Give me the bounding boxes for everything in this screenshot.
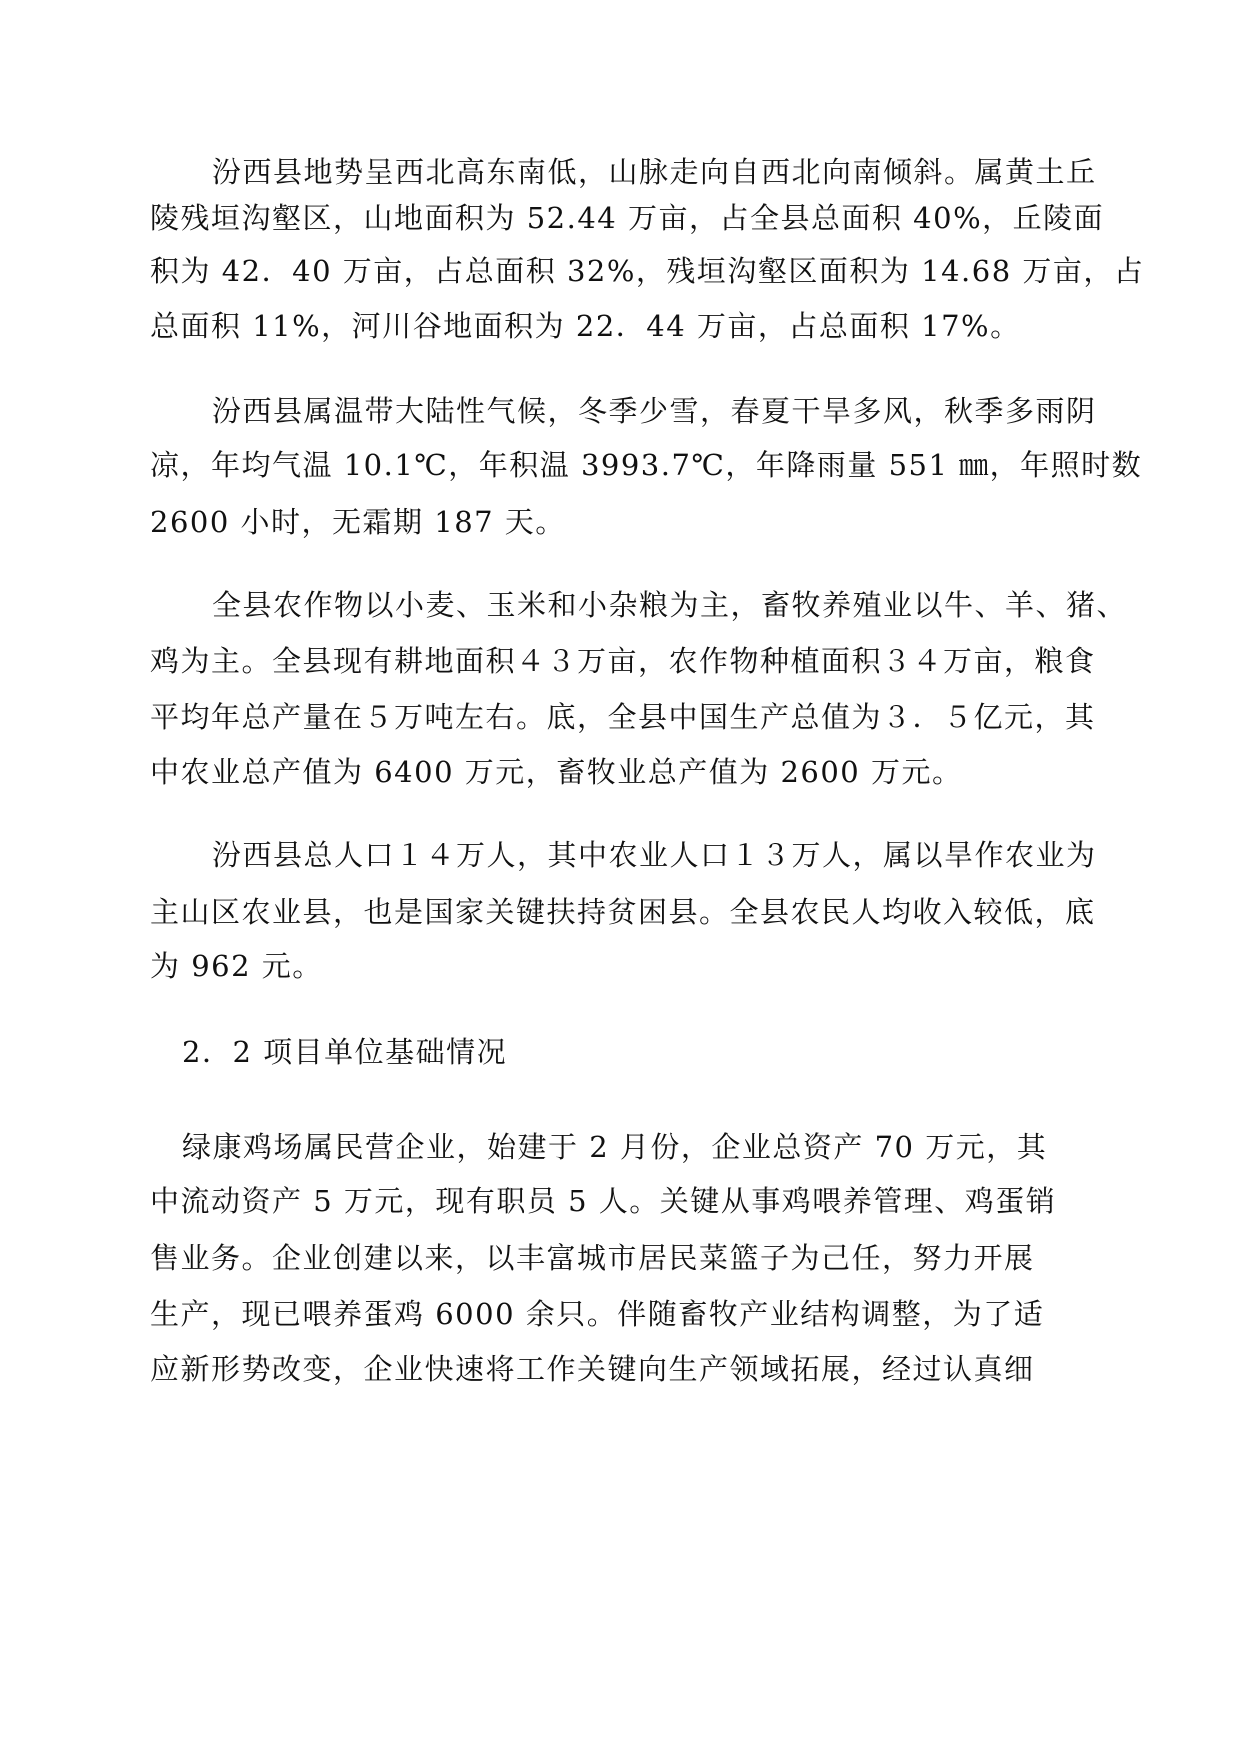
text-line: 售业务。企业创建以来，以丰富城市居民菜篮子为己任，努力开展: [150, 1241, 1035, 1275]
text-line: 汾西县总人口１４万人，其中农业人口１３万人，属以旱作农业为: [212, 838, 1097, 872]
text-line: 总面积 11%，河川谷地面积为 22．44 万亩，占总面积 17%。: [150, 309, 1021, 343]
text-line: 凉，年均气温 10.1℃，年积温 3993.7℃，年降雨量 551 ㎜，年照时数: [150, 448, 1143, 482]
text-line: 汾西县属温带大陆性气候，冬季少雪，春夏干旱多风，秋季多雨阴: [212, 394, 1097, 428]
text-line: 中流动资产 5 万元，现有职员 5 人。关键从事鸡喂养管理、鸡蛋销: [150, 1184, 1057, 1218]
text-line: 生产，现已喂养蛋鸡 6000 余只。伴随畜牧产业结构调整，为了适: [150, 1297, 1045, 1331]
text-line: 平均年总产量在５万吨左右。底，全县中国生产总值为３．５亿元，其: [150, 700, 1096, 734]
text-line: 应新形势改变，企业快速将工作关键向生产领域拓展，经过认真细: [150, 1352, 1035, 1386]
text-line: 2600 小时，无霜期 187 天。: [150, 505, 566, 539]
text-line: 汾西县地势呈西北高东南低，山脉走向自西北向南倾斜。属黄土丘: [212, 155, 1097, 189]
text-line: 陵残垣沟壑区，山地面积为 52.44 万亩，占全县总面积 40%，丘陵面: [150, 201, 1105, 235]
text-line: 绿康鸡场属民营企业，始建于 2 月份，企业总资产 70 万元，其: [182, 1130, 1048, 1164]
text-line: 全县农作物以小麦、玉米和小杂粮为主，畜牧养殖业以牛、羊、猪、: [212, 588, 1128, 622]
text-line: 鸡为主。全县现有耕地面积４３万亩，农作物种植面积３４万亩，粮食: [150, 644, 1096, 678]
text-line: 主山区农业县，也是国家关键扶持贫困县。全县农民人均收入较低，底: [150, 895, 1096, 929]
text-line: 中农业总产值为 6400 万元，畜牧业总产值为 2600 万元。: [150, 755, 963, 789]
text-line: 为 962 元。: [150, 949, 323, 983]
text-line: 积为 42．40 万亩，占总面积 32%，残垣沟壑区面积为 14.68 万亩，占: [150, 254, 1145, 288]
section-heading: 2．2 项目单位基础情况: [182, 1035, 508, 1069]
